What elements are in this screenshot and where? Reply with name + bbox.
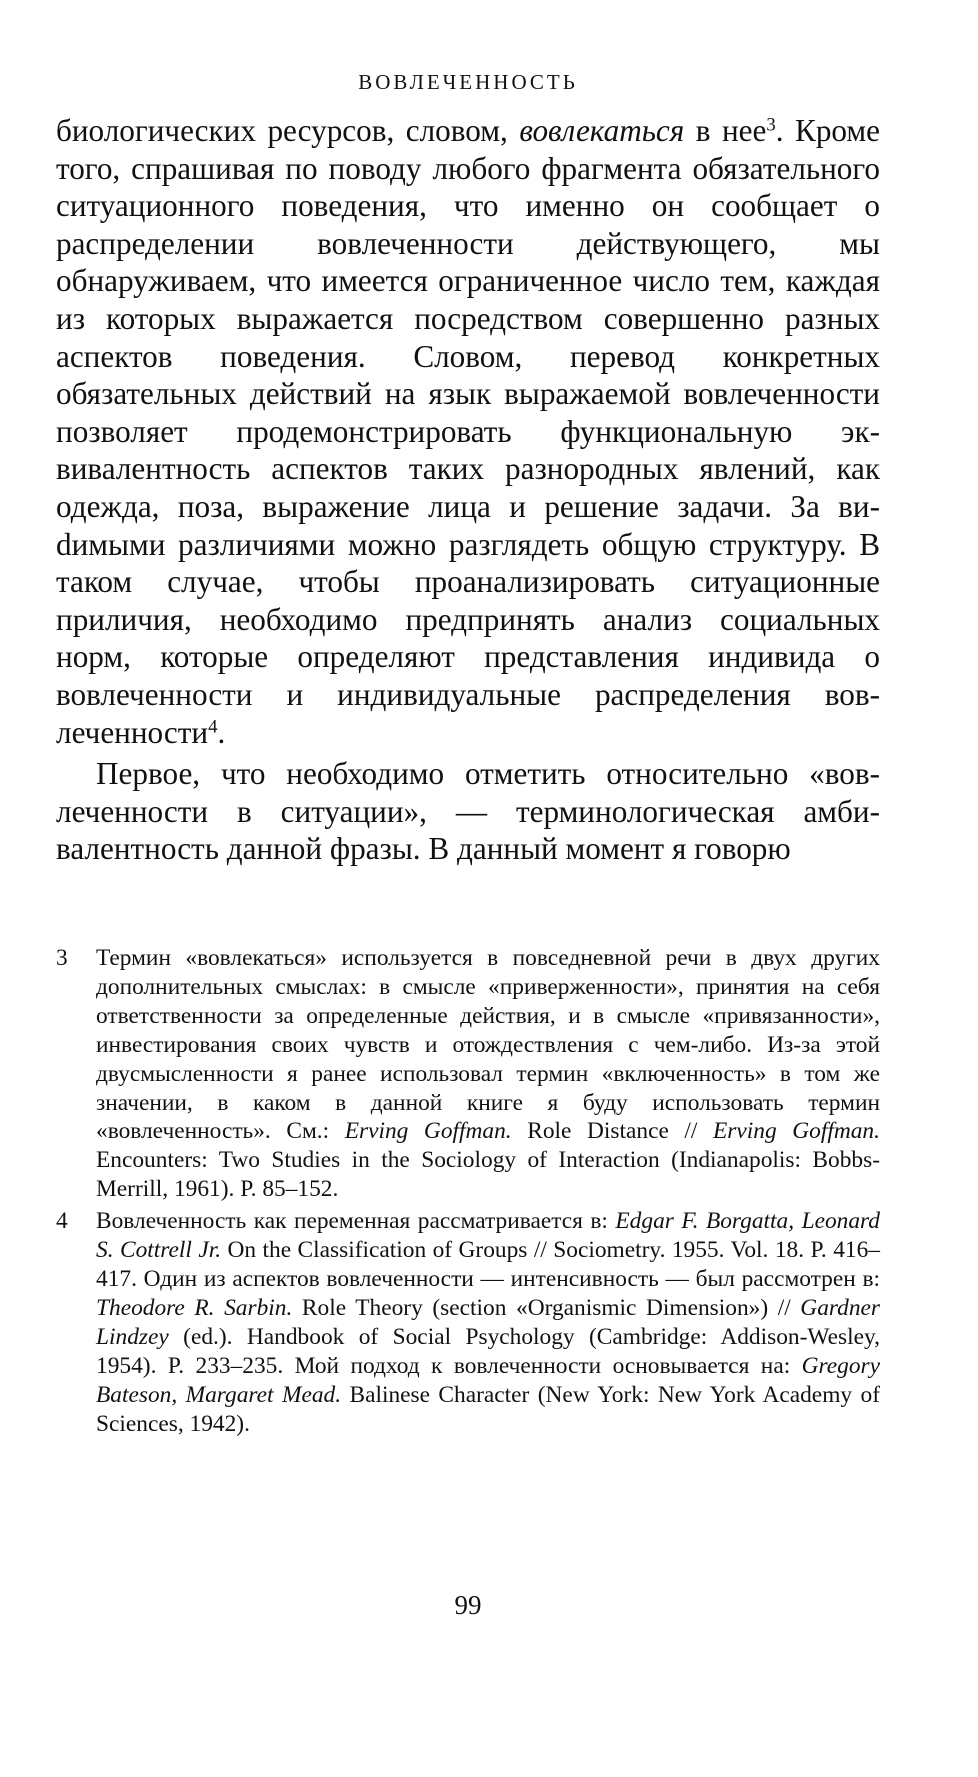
footnotes (56, 944, 880, 1438)
footnote-ref-3[interactable]: 3 (766, 114, 776, 136)
paragraph-1-start: биологических ресурсов, словом, (56, 113, 520, 148)
footnote-3 (56, 944, 880, 1204)
footnote-3-text: Термин «вовлекаться» используется в повседневной речи в двух других дополнительных смыслах: в смысле «приверженности», принятия на себя ответственности за определенные действия, и в смысле «привязанности», инвестирования своих чувств и отождествления с чем-либо. Из-за этой двусмысленности я ранее использовал термин «включенность» в том же значении, в каком в данной книге я буду использовать термин «вовлеченность». См.: (96, 945, 880, 1145)
paragraph-1-continuation: . Кроме того, спрашивая по поводу любого фрагмента обязательного ситуационного поведения, что именно он сообщает о распределении вовлеченности действующего, мы обнаруживаем, что имеется ограниченное число тем, каждая из которых выражается посредством совершенно разных аспектов поведения. Словом, перевод конкретных обязательных действий на язык выражаемой вовлеченности позволяет продемонстрировать функциональную эквивалентность аспектов таких разнородных явлений, как одежда, поза, выражение лица и решение задачи. За виdимыми различиями можно разглядеть общую структуру. В таком случае, чтобы проанализировать ситуационные приличия, необходимо предпринять анализ социальных норм, которые определяют представления индивида о вовлеченности и индивидуальные распределения вовлеченности (56, 113, 880, 750)
footnote-4-text: Вовлеченность как переменная рассматривается в: (96, 1208, 616, 1235)
paragraph-1 (56, 112, 880, 751)
footnote-3-text: Encounters: Two Studies in the Sociology of Interaction (Indianapolis: Bobbs-Merrill, 1961). P. 85–152. (96, 1147, 880, 1203)
paragraph-2: Первое, что необходимо отметить относительно «вовлеченности в ситуации», — терминологическая амбивалентность данной фразы. В данный момент я говорю (56, 756, 880, 867)
main-text (56, 112, 880, 868)
footnote-4-author: Edgar F. Borgatta, Leonard S. Cottrell Jr. (96, 1208, 880, 1264)
footnote-ref-4[interactable]: 4 (208, 716, 218, 738)
footnote-4-text: On the Classification of Groups // Sociometry. 1955. Vol. 18. P. 416–417. Один из аспектов вовлеченности — интенсивность — был рассмотрен в: (96, 1237, 880, 1292)
footnote-4-text: Balinese Character (New York: New York Academy of Sciences, 1942). (96, 1381, 880, 1437)
footnote-number: 3 (56, 945, 68, 971)
running-head: ВОВЛЕЧЕННОСТЬ (358, 70, 578, 94)
footnote-4-author: Gregory Bateson, Margaret Mead. (96, 1352, 880, 1408)
paragraph-1-end: . (217, 714, 226, 750)
book-page (56, 0, 880, 1777)
footnote-number: 4 (56, 1208, 68, 1235)
footnote-4-author: Theodore R. Sarbin. (96, 1294, 293, 1321)
footnote-4-text: Role Theory (section «Organismic Dimension») // (292, 1294, 801, 1321)
italic-term: вовлекаться (519, 113, 685, 148)
footnote-4-author: Gardner Lindzey (96, 1294, 880, 1350)
footnote-4-text: (ed.). Handbook of Social Psychology (Cambridge: Addison-Wesley, 1954). P. 233–235. Мой подход к вовлеченности основывается на: (96, 1323, 880, 1379)
paragraph-1-mid: в нее (684, 113, 767, 148)
footnote-3-author: Erving Goffman. (713, 1118, 880, 1145)
page-number: 99 (454, 1590, 482, 1620)
footnote-3-text: Role Distance // (511, 1118, 714, 1145)
footnote-3-author: Erving Goffman. (344, 1118, 512, 1145)
footnote-4 (56, 1207, 880, 1438)
